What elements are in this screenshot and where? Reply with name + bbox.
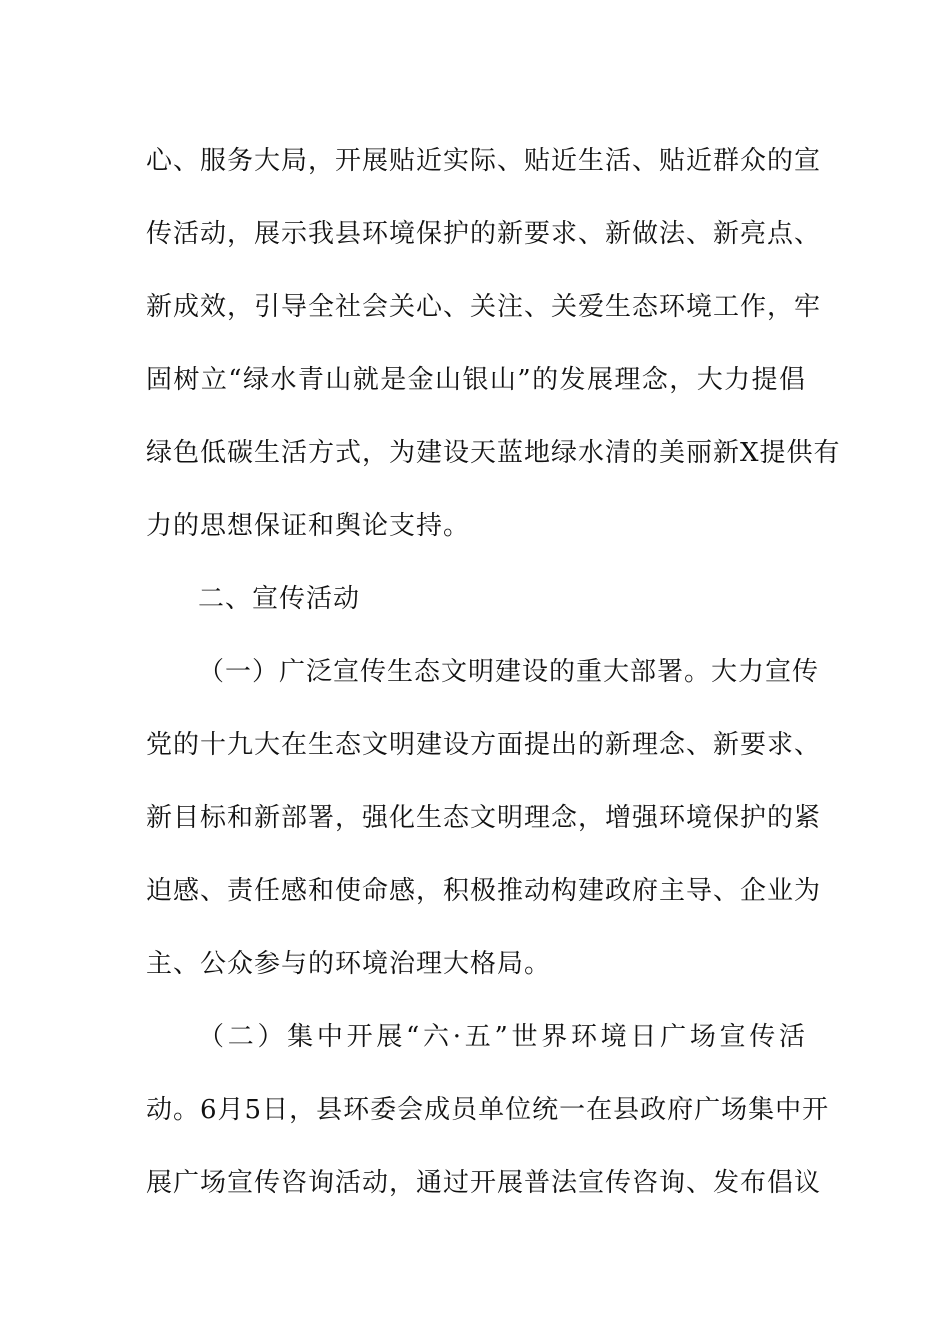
paragraph-line: （一）广泛宣传生态文明建设的重大部署。大力宣传 [198,657,820,687]
paragraph-line: 固树立“绿水青山就是金山银山”的发展理念，大力提倡 [146,365,806,395]
paragraph-line: 心、服务大局，开展贴近实际、贴近生活、贴近群众的宣 [146,146,822,176]
section-heading: 二、宣传活动 [198,584,361,614]
paragraph-line: 展广场宣传咨询活动，通过开展普法宣传咨询、发布倡议 [146,1168,822,1198]
paragraph-line: 传活动，展示我县环境保护的新要求、新做法、新亮点、 [146,219,822,249]
paragraph-line: 党的十九大在生态文明建设方面提出的新理念、新要求、 [146,730,822,760]
paragraph-line: 新目标和新部署，强化生态文明理念，增强环境保护的紧 [146,803,822,833]
paragraph-line: 主、公众参与的环境治理大格局。 [146,949,552,979]
document-body [146,125,841,1220]
paragraph-line: 力的思想保证和舆论支持。 [146,511,471,541]
paragraph-line: 绿色低碳生活方式，为建设天蓝地绿水清的美丽新X提供有 [146,438,841,468]
paragraph-line: 迫感、责任感和使命感，积极推动构建政府主导、企业为 [146,876,822,906]
paragraph-line: 动。6月5日，县环委会成员单位统一在县政府广场集中开 [146,1095,830,1125]
paragraph-line: 新成效，引导全社会关心、关注、关爱生态环境工作，牢 [146,292,822,322]
paragraph-line: （二）集中开展“六·五”世界环境日广场宣传活 [198,1022,806,1052]
